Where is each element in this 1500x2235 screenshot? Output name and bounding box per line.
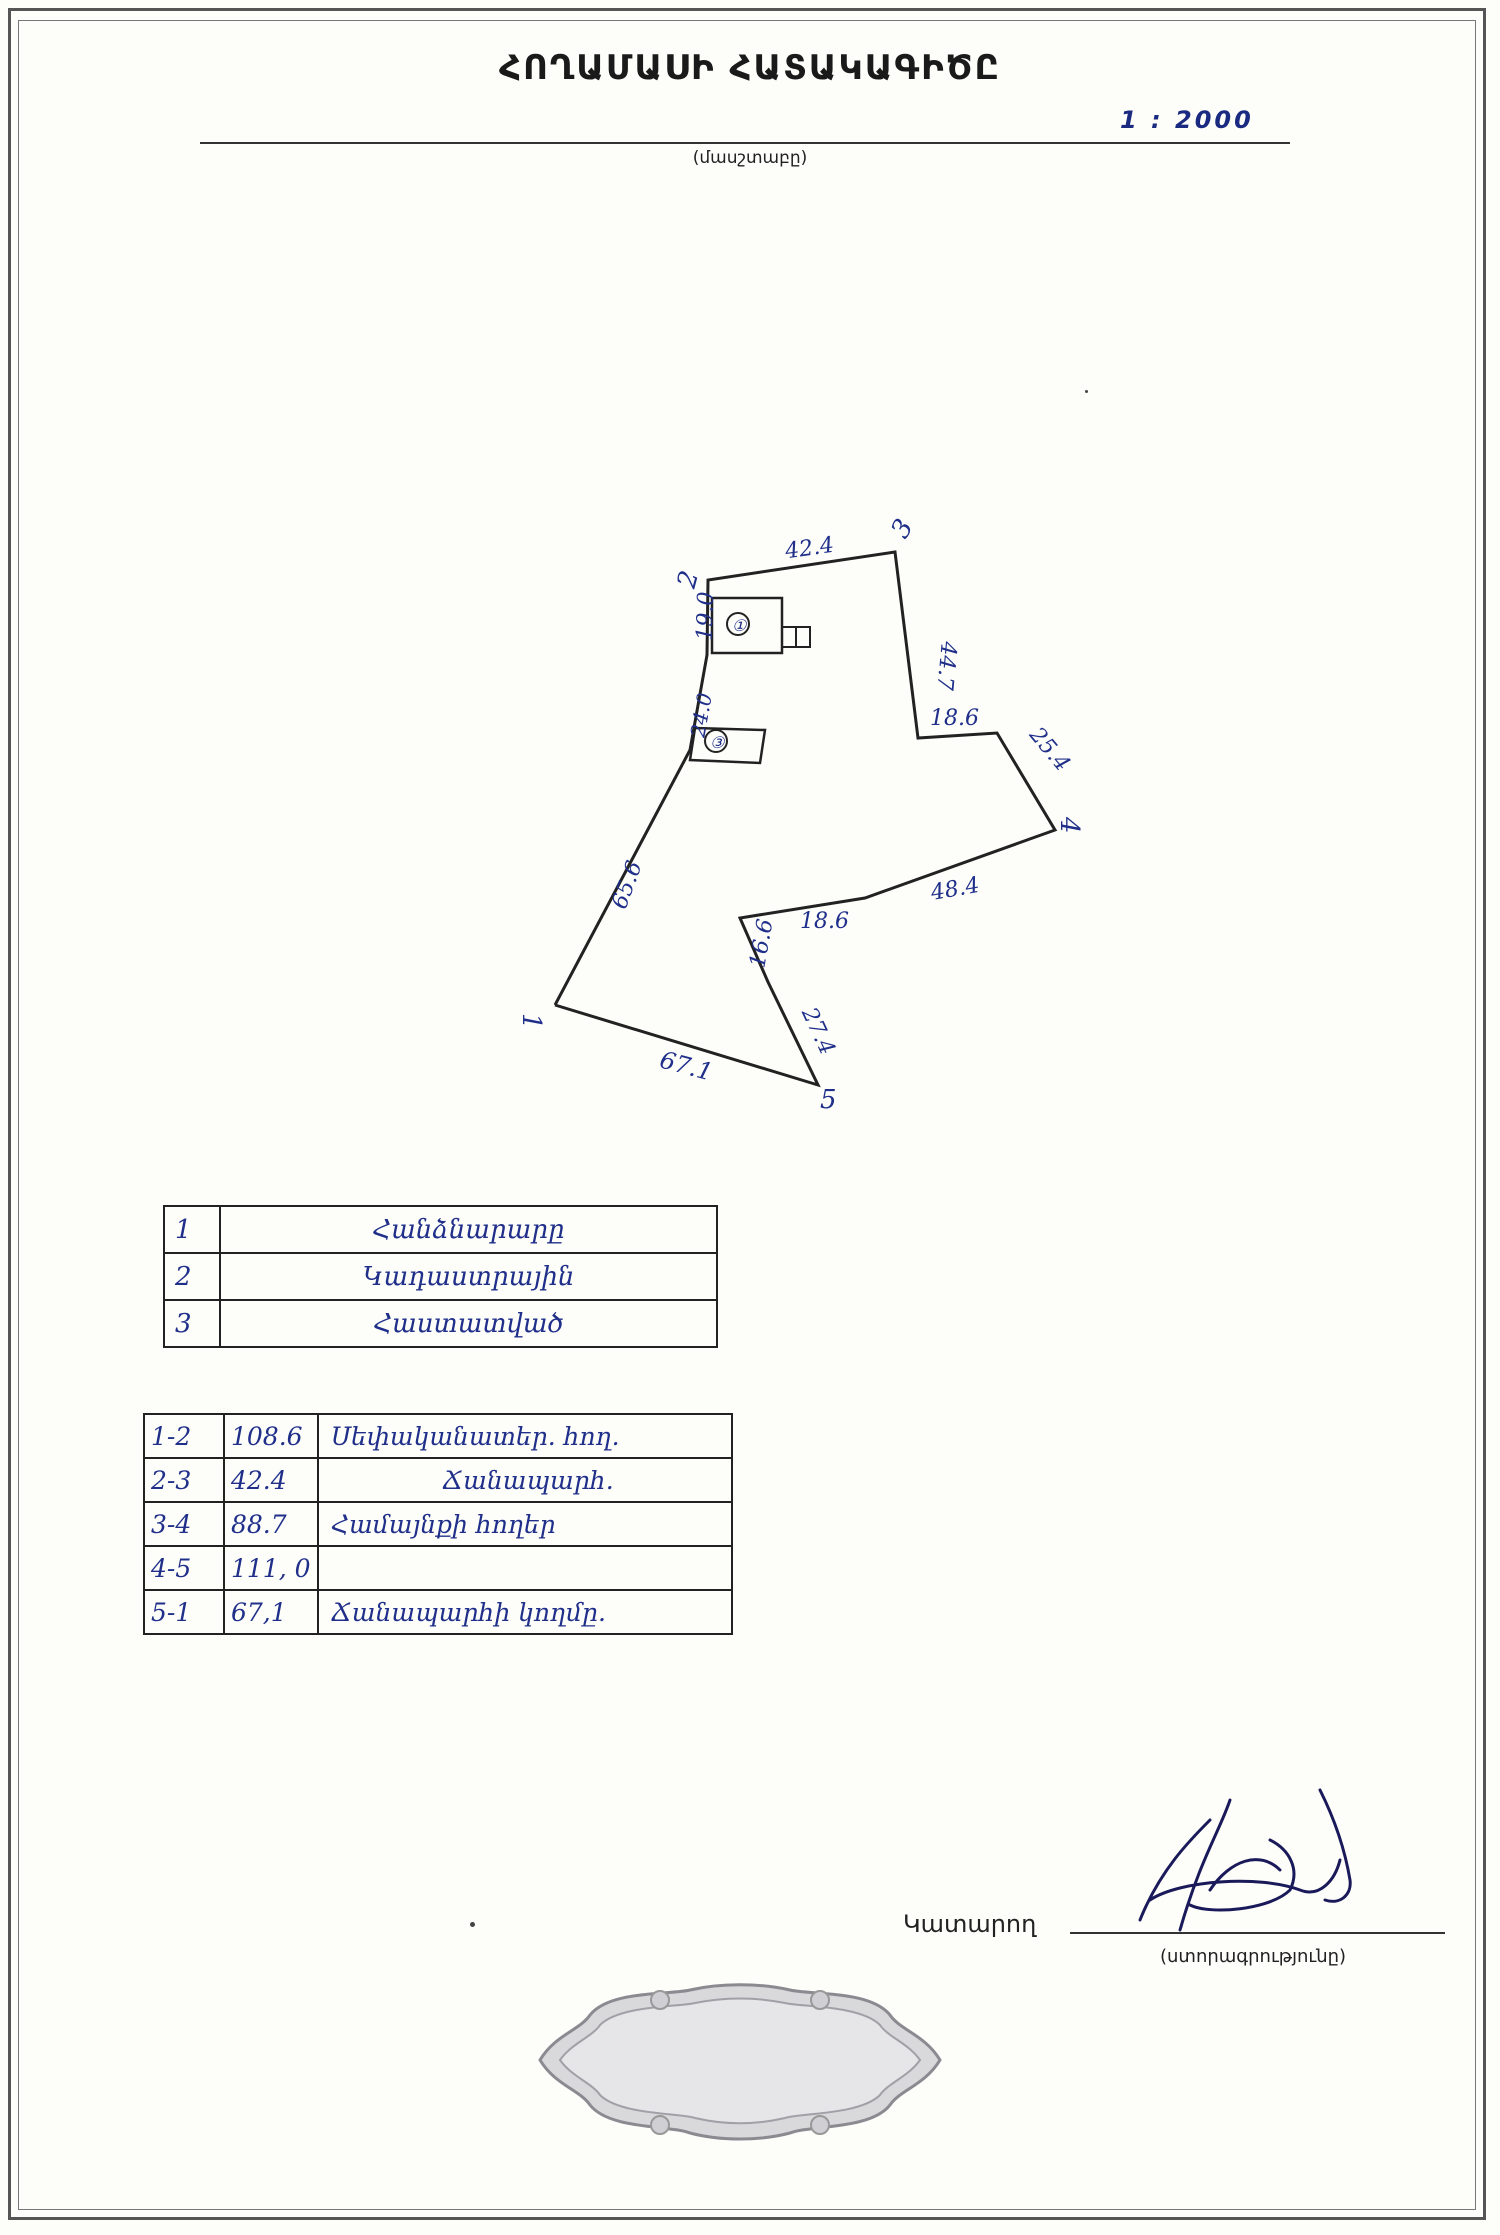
legend-text: Հանձնարարը xyxy=(220,1206,717,1253)
legend-text: Կադաստրային xyxy=(220,1253,717,1300)
legend-number: 2 xyxy=(164,1253,220,1300)
length-cell: 42.4 xyxy=(224,1458,318,1502)
edge-length-5-1: 67.1 xyxy=(656,1045,716,1087)
segment-cell: 1-2 xyxy=(144,1414,224,1458)
length-cell: 88.7 xyxy=(224,1502,318,1546)
neighbor-cell: Համայնքի հողեր xyxy=(318,1502,732,1546)
buildings-legend-table xyxy=(163,1205,718,1348)
edge-length-4-5-a: 48.4 xyxy=(928,872,982,906)
vertex-label-5: 5 xyxy=(820,1085,837,1115)
length-cell: 108.6 xyxy=(224,1414,318,1458)
segment-cell: 3-4 xyxy=(144,1502,224,1546)
signature-line xyxy=(1070,1932,1445,1934)
scan-speck xyxy=(1085,390,1088,393)
segment-cell: 2-3 xyxy=(144,1458,224,1502)
edge-length-3-c: 25.4 xyxy=(1024,722,1075,777)
scale-value: 1 : 2000 xyxy=(1120,106,1254,134)
edge-length-2-a: 19.0 xyxy=(692,591,720,642)
edge-length-1-2-a: 65.6 xyxy=(607,857,648,913)
legend-number: 1 xyxy=(164,1206,220,1253)
vertex-label-1: 1 xyxy=(516,1013,546,1030)
parcel-boundary xyxy=(555,578,708,1005)
parcel-outline xyxy=(555,552,1055,1085)
document-title: ՀՈՂԱՄԱՍԻ ՀԱՏԱԿԱԳԻԾԸ xyxy=(498,48,1001,88)
neighbor-cell xyxy=(318,1546,732,1590)
table-row xyxy=(144,1502,732,1546)
table-row xyxy=(144,1458,732,1502)
edge-length-4-5-b: 18.6 xyxy=(800,909,849,934)
boundaries-table xyxy=(143,1413,733,1635)
segment-cell: 4-5 xyxy=(144,1546,224,1590)
edge-length-4-5-d: 27.4 xyxy=(796,1003,840,1059)
scan-speck xyxy=(470,1922,475,1927)
decorative-stamp xyxy=(530,1975,950,2150)
table-row xyxy=(164,1253,717,1300)
legend-text: Հաստատված xyxy=(220,1300,717,1347)
segment-cell: 5-1 xyxy=(144,1590,224,1634)
edge-length-3-b: 18.6 xyxy=(930,706,979,731)
edge-length-2-3: 42.4 xyxy=(783,532,836,565)
edge-length-4-5-c: 16.6 xyxy=(745,917,779,970)
edge-length-1-2-b: 24.0 xyxy=(685,691,717,740)
table-row xyxy=(144,1414,732,1458)
building-3-marker: ③ xyxy=(710,733,725,752)
building-1 xyxy=(712,598,782,653)
neighbor-cell: Ճանապարհի կողմը. xyxy=(318,1590,732,1634)
vertex-label-2: 2 xyxy=(671,567,706,592)
performer-label: Կատարող xyxy=(903,1910,1037,1938)
length-cell: 111, 0 xyxy=(224,1546,318,1590)
neighbor-cell: Ճանապարհ. xyxy=(318,1458,732,1502)
table-row xyxy=(144,1546,732,1590)
signature-caption: (ստորագրությունը) xyxy=(1160,1946,1347,1967)
length-cell: 67,1 xyxy=(224,1590,318,1634)
vertex-label-4: 4 xyxy=(1054,817,1084,834)
vertex-label-3: 3 xyxy=(885,514,920,544)
scale-caption: (մասշտաբը) xyxy=(692,148,808,168)
table-row xyxy=(164,1206,717,1253)
legend-number: 3 xyxy=(164,1300,220,1347)
edge-length-3-a: 44.7 xyxy=(931,640,961,692)
building-1-marker: ① xyxy=(732,616,747,635)
table-row xyxy=(144,1590,732,1634)
neighbor-cell: Սեփականատեր. հող. xyxy=(318,1414,732,1458)
table-row xyxy=(164,1300,717,1347)
